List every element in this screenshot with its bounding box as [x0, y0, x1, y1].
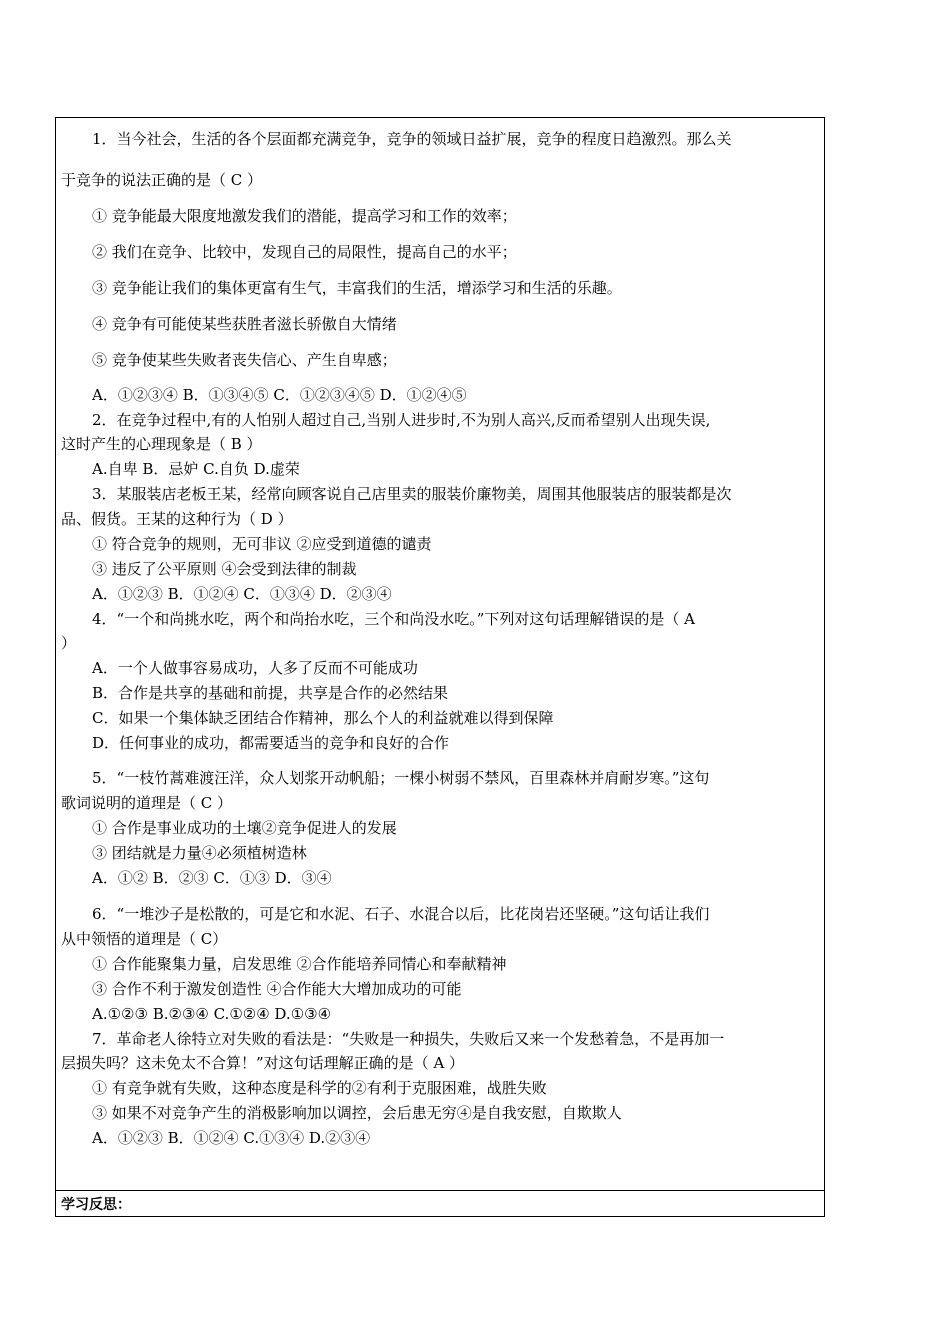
q5-stem-line-2: 歌词说明的道理是（ C ）: [61, 794, 233, 812]
q2-options: A.自卑 B．忌妒 C.自负 D.虚荣: [92, 460, 300, 478]
q1-item-4: ④ 竞争有可能使某些获胜者滋长骄傲自大情绪: [92, 315, 397, 333]
q3-stem-line-1: 3．某服装店老板王某，经常向顾客说自己店里卖的服装价廉物美，周围其他服装店的服装都是次: [92, 485, 732, 503]
q7-options: A．①②③ B．①②④ C.①③④ D.②③④: [92, 1129, 371, 1147]
q5-item-2: ③ 团结就是力量④必须植树造林: [92, 844, 307, 862]
q6-options: A.①②③ B.②③④ C.①②④ D.①③④: [92, 1005, 332, 1023]
q6-stem-line-1: 6．“一堆沙子是松散的，可是它和水泥、石子、水混合以后，比花岗岩还坚硬。”这句话让我们: [92, 905, 710, 923]
q1-item-3: ③ 竞争能让我们的集体更富有生气，丰富我们的生活，增添学习和生活的乐趣。: [92, 279, 622, 297]
table-divider: [56, 1190, 824, 1191]
q4-option-c: C．如果一个集体缺乏团结合作精神，那么个人的利益就难以得到保障: [92, 709, 554, 727]
q1-item-5: ⑤ 竞争使某些失败者丧失信心、产生自卑感；: [92, 351, 397, 369]
q4-option-b: B．合作是共享的基础和前提，共享是合作的必然结果: [92, 684, 449, 702]
q3-stem-line-2: 品、假货。王某的这种行为（ D ）: [61, 510, 293, 528]
q7-item-2: ③ 如果不对竞争产生的消极影响加以调控，会后患无穷④是自我安慰，自欺欺人: [92, 1104, 622, 1122]
q1-stem-line-1: 1．当今社会，生活的各个层面都充满竞争，竞争的领域日益扩展，竞争的程度日趋激烈。那么关: [92, 130, 732, 148]
q7-item-1: ① 有竞争就有失败，这种态度是科学的②有利于克服困难，战胜失败: [92, 1079, 547, 1097]
q1-stem-line-2: 于竞争的说法正确的是（ C ）: [61, 171, 263, 189]
q5-stem-line-1: 5．“一枝竹蒿难渡汪洋，众人划浆开动帆船；一棵小树弱不禁风，百里森林并肩耐岁寒。”这句: [92, 769, 710, 787]
q4-option-d: D．任何事业的成功，都需要适当的竞争和良好的合作: [92, 734, 450, 752]
q6-stem-line-2: 从中领悟的道理是（ C）: [61, 930, 228, 948]
q2-stem-line-2: 这时产生的心理现象是（ B ）: [61, 435, 262, 453]
q7-stem-line-1: 7．革命老人徐特立对失败的看法是：“失败是一种损失，失败后又来一个发愁着急，不是再加一: [92, 1030, 725, 1048]
q1-item-2: ② 我们在竞争、比较中，发现自己的局限性，提高自己的水平；: [92, 243, 517, 261]
q3-item-2: ③ 违反了公平原则 ④会受到法律的制裁: [92, 560, 357, 578]
q7-stem-line-2: 层损失吗？这未免太不合算！”对这句话理解正确的是（ A ）: [61, 1054, 465, 1072]
reflection-label: 学习反思：: [61, 1197, 131, 1213]
q5-item-1: ① 合作是事业成功的土壤②竞争促进人的发展: [92, 819, 397, 837]
q6-item-2: ③ 合作不利于激发创造性 ④合作能大大增加成功的可能: [92, 980, 462, 998]
q3-options: A．①②③ B．①②④ C．①③④ D．②③④: [92, 585, 392, 603]
questions-cell: [56, 118, 824, 1190]
q5-options: A．①② B．②③ C．①③ D．③④: [92, 869, 332, 887]
q2-stem-line-1: 2．在竞争过程中,有的人怕别人超过自己,当别人进步时,不为别人高兴,反而希望别人出现失误,: [92, 411, 711, 429]
q3-item-1: ① 符合竞争的规则，无可非议 ②应受到道德的谴责: [92, 535, 432, 553]
q4-stem-line-2: ）: [61, 634, 77, 652]
q4-stem-line-1: 4．“一个和尚挑水吃，两个和尚抬水吃，三个和尚没水吃。”下列对这句话理解错误的是（ A: [92, 610, 695, 628]
q1-item-1: ① 竞争能最大限度地激发我们的潜能，提高学习和工作的效率；: [92, 207, 517, 225]
q1-options: A．①②③④ B．①③④⑤ C．①②③④⑤ D．①②④⑤: [92, 386, 467, 404]
worksheet-table: [55, 117, 825, 1217]
q4-option-a: A．一个人做事容易成功，人多了反而不可能成功: [92, 659, 418, 677]
q6-item-1: ① 合作能聚集力量，启发思维 ②合作能培养同情心和奉献精神: [92, 955, 507, 973]
